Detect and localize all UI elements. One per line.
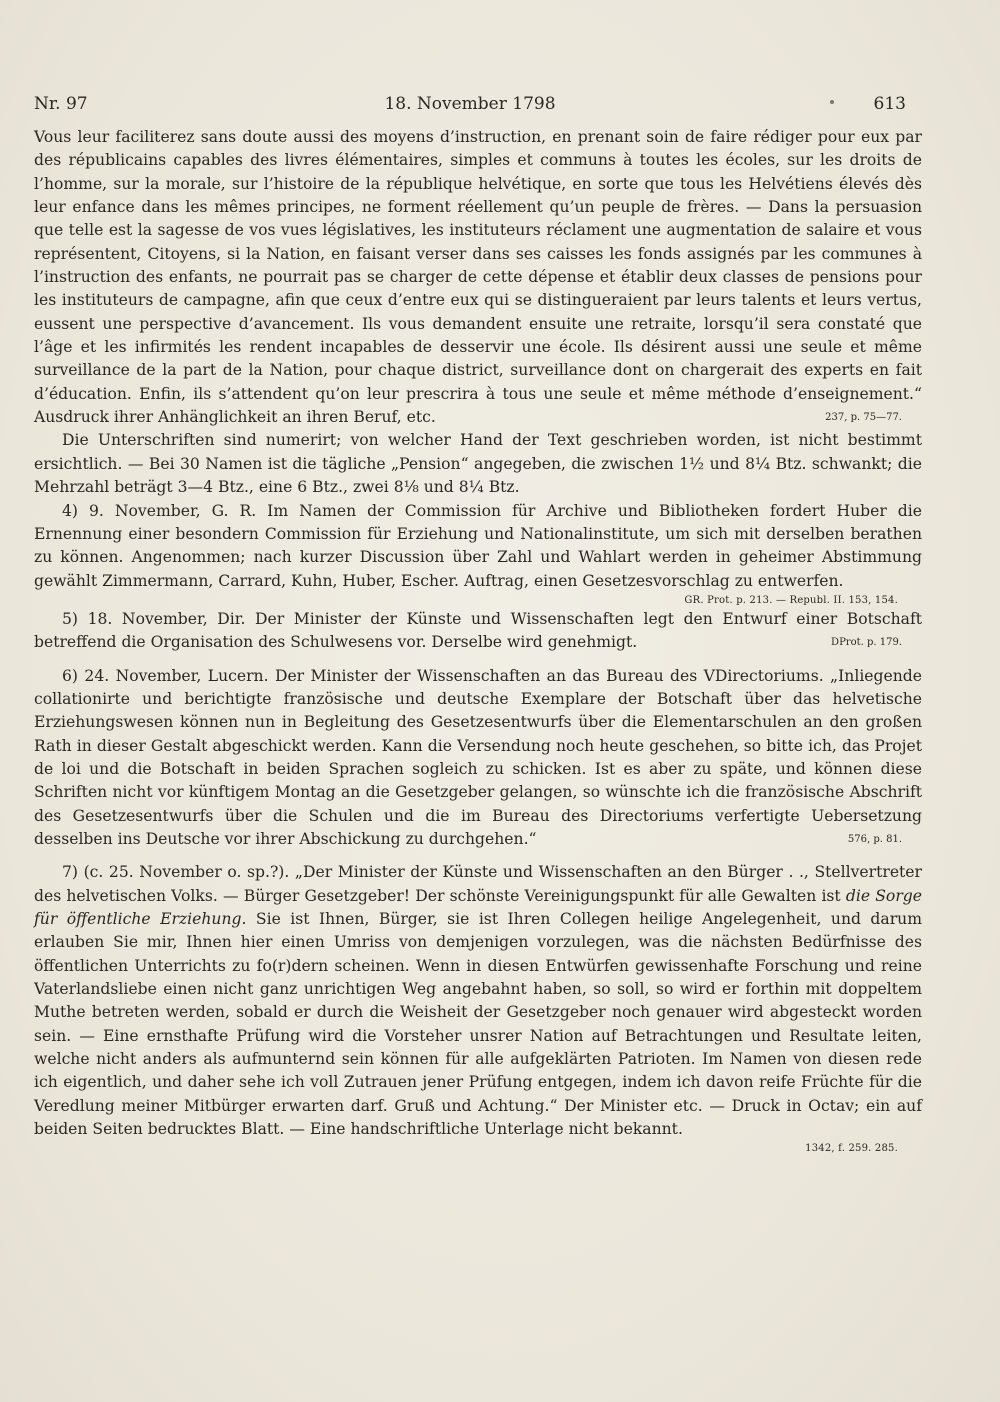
source-reference: DProt. p. 179. xyxy=(831,637,902,649)
page-body xyxy=(34,126,922,1156)
paragraph-text: 7) (c. 25. November o. sp.?). „Der Minister der Künste und Wissenschaften an den Bürger . ., Stellvertreter des helvetischen Volks. — Bürger Gesetzgeber! Der schönste Vereinigungspunkt für alle Gewalten ist xyxy=(34,863,922,905)
paragraph-text: 6) 24. November, Lucern. Der Minister der Wissenschaften an das Bureau des VDirectoriums. „Inliegende collationirte und berichtigte französische und deutsche Exemplare der Botschaft über das helvetische Erziehungswesen können nun in Begleitung des Gesetzesentwurfs über die Elementarschulen an den großen Rath in dieser Gestalt abgeschickt werden. Kann die Versendung noch heute geschehen, so bitte ich, das Projet de loi und die Botschaft in beiden Sprachen sogleich zu schicken. Ist es aber zu späte, und können diese Schriften nicht vor künftigem Montag an die Gesetzgeber gelangen, so wünschte ich die französische Abschrift des Gesetzesentwurfs über die Schulen und die im Bureau des Directoriums verfertigte Uebersetzung desselben ins Deutsche vor ihrer Abschickung zu durchgehen.“ xyxy=(34,666,922,848)
header-date: 18. November 1798 xyxy=(384,94,556,114)
paragraph-entry-6 xyxy=(34,665,922,852)
paragraph-entry-4: 4) 9. November, G. R. Im Namen der Commission für Archive und Bibliotheken fordert Huber die Ernennung einer besondern Commission für Erziehung und Nationalinstitute, um sich mit derselben berathen zu können. Angenommen; nach kurzer Discussion über Zahl und Wahlart werden in geheimer Abstimmung gewählt Zimmermann, Carrard, Kuhn, Huber, Escher. Auftrag, einen Gesetzesvorschlag zu entwerfen. xyxy=(34,501,922,590)
source-reference: 576, p. 81. xyxy=(847,833,902,845)
page-header xyxy=(34,94,906,120)
source-reference: GR. Prot. p. 213. — Republ. II. 153, 154. xyxy=(684,594,898,606)
source-reference: 1342, f. 259. 285. xyxy=(805,1143,898,1155)
paragraph-text: Sie ist Ihnen, Bürger, sie ist Ihren Collegen heilige Angelegenheit, und darum erlauben Sie mir, Ihnen hier einen Umriss von demjenigen vorzulegen, was die nächsten Bedürfnisse des öffentlichen Unterrichts zu fo(r)dern scheinen. Wenn in diesen Entwürfen gewissenhafte Forschung und reine Vaterlandsliebe einen nicht ganz unrichtigen Weg angebahnt haben, so soll, so wird er forthin mit doppeltem Muthe betreten werden, sobald er durch die Weisheit der Gesetzgeber noch genauer wird abgesteckt worden sein. — Eine ernsthafte Prüfung wird die Vorsteher unsrer Nation auf Betrachtungen und Resultate leiten, welche nicht anders als aufmunternd sein können für alle aufgeklärten Patrioten. Im Namen von diesen rede ich eigentlich, und daher sehe ich voll Zutrauen jener Prüfung entgegen, indem ich davon reife Früchte für die Veredlung meiner Mitbürger erwarten darf. Gruß und Achtung.“ Der Minister etc. — Druck in Octav; ein auf beiden Seiten bedrucktes Blatt. — Eine handschriftliche Unterlage nicht bekannt. xyxy=(34,910,922,1139)
paragraph-text: 5) 18. November, Dir. Der Minister der Künste und Wissenschaften legt den Entwurf einer Botschaft betreffend die Organisation des Schulwesens vor. Derselbe wird genehmigt. xyxy=(34,609,922,652)
page-number: 613 xyxy=(873,94,906,114)
paragraph-signatures: Die Unterschriften sind numerirt; von welcher Hand der Text geschrieben worden, ist nicht bestimmt ersichtlich. — Bei 30 Namen ist die tägliche „Pension“ angegeben, die zwischen 1½ und 8¼ Btz. schwankt; die Mehrzahl beträgt 3—4 Btz., eine 6 Btz., zwei 8⅛ und 8¼ Btz. xyxy=(34,431,922,497)
document-number: Nr. 97 xyxy=(34,94,88,114)
paragraph-text: Vous leur faciliterez sans doute aussi des moyens d’instruction, en prenant soin de faire rédiger pour eux par des républicains capables des livres élémentaires, simples et communs à toutes les écoles, sur les droits de l’homme, sur la morale, sur l’histoire de la république helvétique, en sorte que tous les Helvétiens élevés dès leur enfance dans les mêmes principes, ne forment réellement qu’un peuple de frères. — Dans la persuasion que telle est la sagesse de vos vues législatives, les instituteurs réclament une augmentation de salaire et vous représentent, Citoyens, si la Nation, en faisant verser dans ses caisses les fonds assignés par les communes à l’instruction des enfants, ne pourrait pas se charger de cette dépense et établir deux classes de pensions pour les instituteurs de campagne, afin que ceux d’entre eux qui se distingueraient par leurs talents et leurs vertus, eussent une perspective d’avancement. Ils vous demandent ensuite une retraite, lorsqu’il sera constaté que l’âge et les infirmités les rendent incapables de desservir une école. Ils désirent aussi une seule et même surveillance de la part de la Nation, pour chaque district, surveillance dont on chargerait des experts en fait d’éducation. Enfin, ils s’attendent qu’on leur prescrira à tous une seule et même méthode d’enseignement.“ Ausdruck ihrer Anhänglichkeit an ihren Beruf, etc. xyxy=(34,128,922,427)
paragraph-entry-7 xyxy=(34,861,922,1141)
italic-phrase: die Sorge für öffentliche Erziehung. xyxy=(34,886,922,928)
paragraph-entry-5 xyxy=(34,608,922,655)
source-reference: 237, p. 75—77. xyxy=(825,412,902,424)
paragraph-french-petition xyxy=(34,126,922,429)
